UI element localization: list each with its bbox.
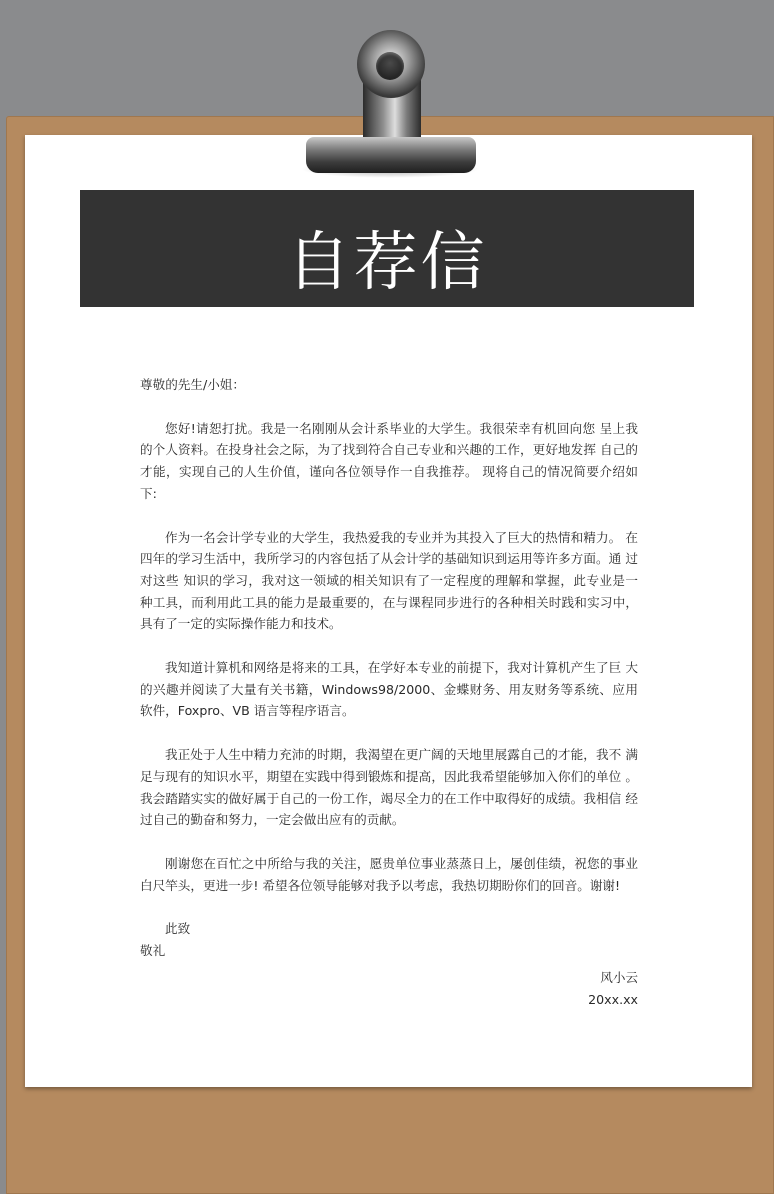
- letter-body: [140, 374, 638, 1011]
- paragraph-ambition: 我正处于人生中精力充沛的时期，我渴望在更广阔的天地里展露自己的才能，我不 满足与现有的知识水平，期望在实践中得到锻炼和提高，因此我希望能够加入你们的单位 。我会踏踏实实的做好属于自己的一份工作，竭尽全力的在工作中取得好的成绩。我相信 经过自己的勤奋和努力，一定会做出应有的贡献。: [140, 747, 638, 828]
- signature-name: 风小云: [600, 969, 638, 985]
- paragraph-thanks: 刚谢您在百忙之中所给与我的关注，愿贵单位事业蒸蒸日上，屡创佳绩，祝您的事业 白尺竿头，更进一步! 希望各位领导能够对我予以考虑，我热切期盼你们的回音。谢谢!: [140, 855, 638, 893]
- paragraph-computer: 我知道计算机和网络是将来的工具，在学好本专业的前提下，我对计算机产生了巨 大的兴趣并阅读了大量有关书籍，Windows98/2000、金蝶财务、用友财务等系统、应用 软件，Foxpro、VB 语言等程序语言。: [140, 660, 638, 719]
- closing-line-2: 敬礼: [140, 943, 166, 959]
- signature-block: [140, 967, 638, 1011]
- title-banner: [80, 190, 694, 307]
- salutation: 尊敬的先生/小姐：: [140, 377, 245, 392]
- closing-line-1: 此致: [165, 921, 191, 937]
- signature-date: 20xx.xx: [588, 991, 638, 1007]
- paragraph-major: 作为一名会计学专业的大学生，我热爱我的专业并为其投入了巨大的热情和精力。 在四年的学习生活中，我所学习的内容包括了从会计学的基础知识到运用等许多方面。通 过对这些 知识的学习，我对这一领域的相关知识有了一定程度的理解和掌握，此专业是一 种工具，而利用此工具的能力是最重要的，在与课程同步进行的各种相关时践和实习中， 具有了一定的实际操作能力和技术。: [140, 529, 638, 632]
- document-title: 自荐信: [286, 225, 488, 300]
- paragraph-intro: 您好!请恕打扰。我是一名刚刚从会计系毕业的大学生。我很荣幸有机回向您 呈上我的个人资料。在投身社会之际，为了找到符合自己专业和兴趣的工作，更好地发挥 自己的才能，实现自己的人生价值，谨向各位领导作一自我推荐。 现将自己的情况简要介绍如下:: [140, 420, 638, 501]
